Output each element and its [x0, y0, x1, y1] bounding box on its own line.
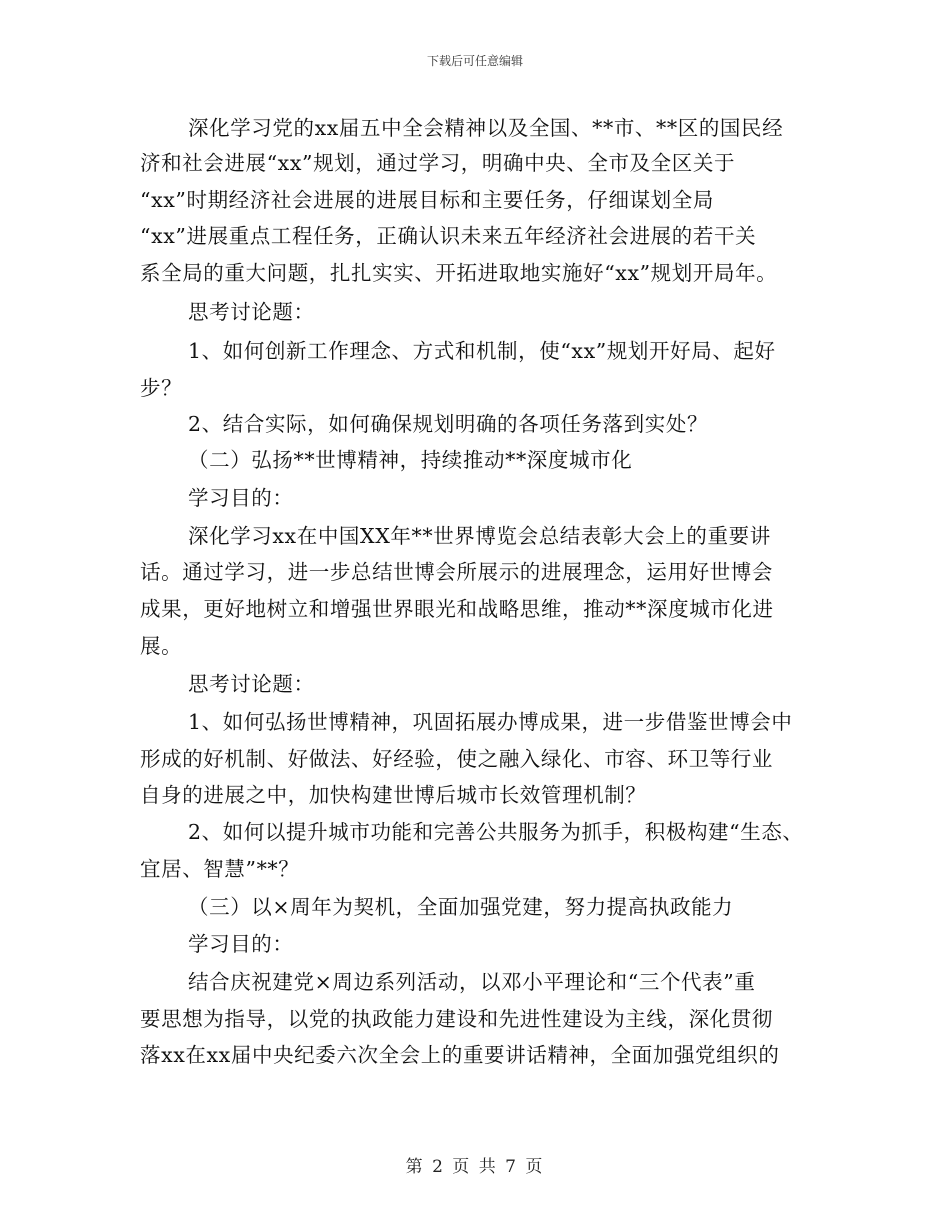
paragraph-line: “xx”进展重点工程任务，正确认识未来五年经济社会进展的若干关	[140, 224, 757, 248]
paragraph-line: 思考讨论题：	[188, 672, 315, 696]
paragraph-line: 深化学习xx在中国XX年**世界博览会总结表彰大会上的重要讲	[188, 524, 771, 548]
paragraph-line: 形成的好机制、好做法、好经验，使之融入绿化、市容、环卫等行业	[140, 747, 773, 771]
paragraph-line: 成果，更好地树立和增强世界眼光和战略思维，推动**深度城市化进	[140, 597, 774, 621]
paragraph-line: 济和社会进展“xx”规划，通过学习，明确中央、全市及全区关于	[140, 151, 736, 175]
paragraph-line: 1、如何创新工作理念、方式和机制，使“xx”规划开好局、起好	[188, 339, 776, 363]
paragraph-line: 宜居、智慧”**？	[140, 857, 300, 881]
paragraph-line: 深化学习党的xx届五中全会精神以及全国、**市、**区的国民经	[188, 116, 784, 140]
paragraph-line: 2、结合实际，如何确保规划明确的各项任务落到实处？	[188, 412, 709, 436]
page-header: 下载后可任意编辑	[426, 54, 523, 68]
section-heading: （二）弘扬**世博精神，持续推动**深度城市化	[188, 448, 633, 472]
paragraph-line: 学习目的：	[188, 486, 294, 510]
paragraph-line: 步？	[140, 376, 183, 400]
paragraph-line: 展。	[140, 634, 183, 658]
page-number: 第 2 页 共 7 页	[405, 1157, 545, 1177]
paragraph-line: 思考讨论题：	[188, 300, 315, 324]
paragraph-line: 落xx在xx届中央纪委六次全会上的重要讲话精神，全面加强党组织的	[140, 1043, 780, 1067]
paragraph-line: 2、如何以提升城市功能和完善公共服务为抓手，积极构建“生态、	[188, 820, 804, 844]
section-heading: （三）以×周年为契机，全面加强党建，努力提高执政能力	[188, 895, 734, 919]
paragraph-line: “xx”时期经济社会进展的进展目标和主要任务，仔细谋划全局	[140, 188, 714, 212]
paragraph-line: 1、如何弘扬世博精神，巩固拓展办博成果，进一步借鉴世博会中	[188, 710, 793, 734]
paragraph-line: 话。通过学习，进一步总结世博会所展示的进展理念，运用好世博会	[140, 560, 773, 584]
paragraph-line: 结合庆祝建党×周边系列活动，以邓小平理论和“三个代表”重	[188, 970, 756, 994]
paragraph-line: 自身的进展之中，加快构建世博后城市长效管理机制？	[140, 783, 647, 807]
paragraph-line: 系全局的重大问题，扎扎实实、开拓进取地实施好“xx”规划开局年。	[140, 261, 778, 285]
paragraph-line: 要思想为指导，以党的执政能力建设和先进性建设为主线，深化贯彻	[140, 1007, 773, 1031]
paragraph-line: 学习目的：	[188, 932, 294, 956]
